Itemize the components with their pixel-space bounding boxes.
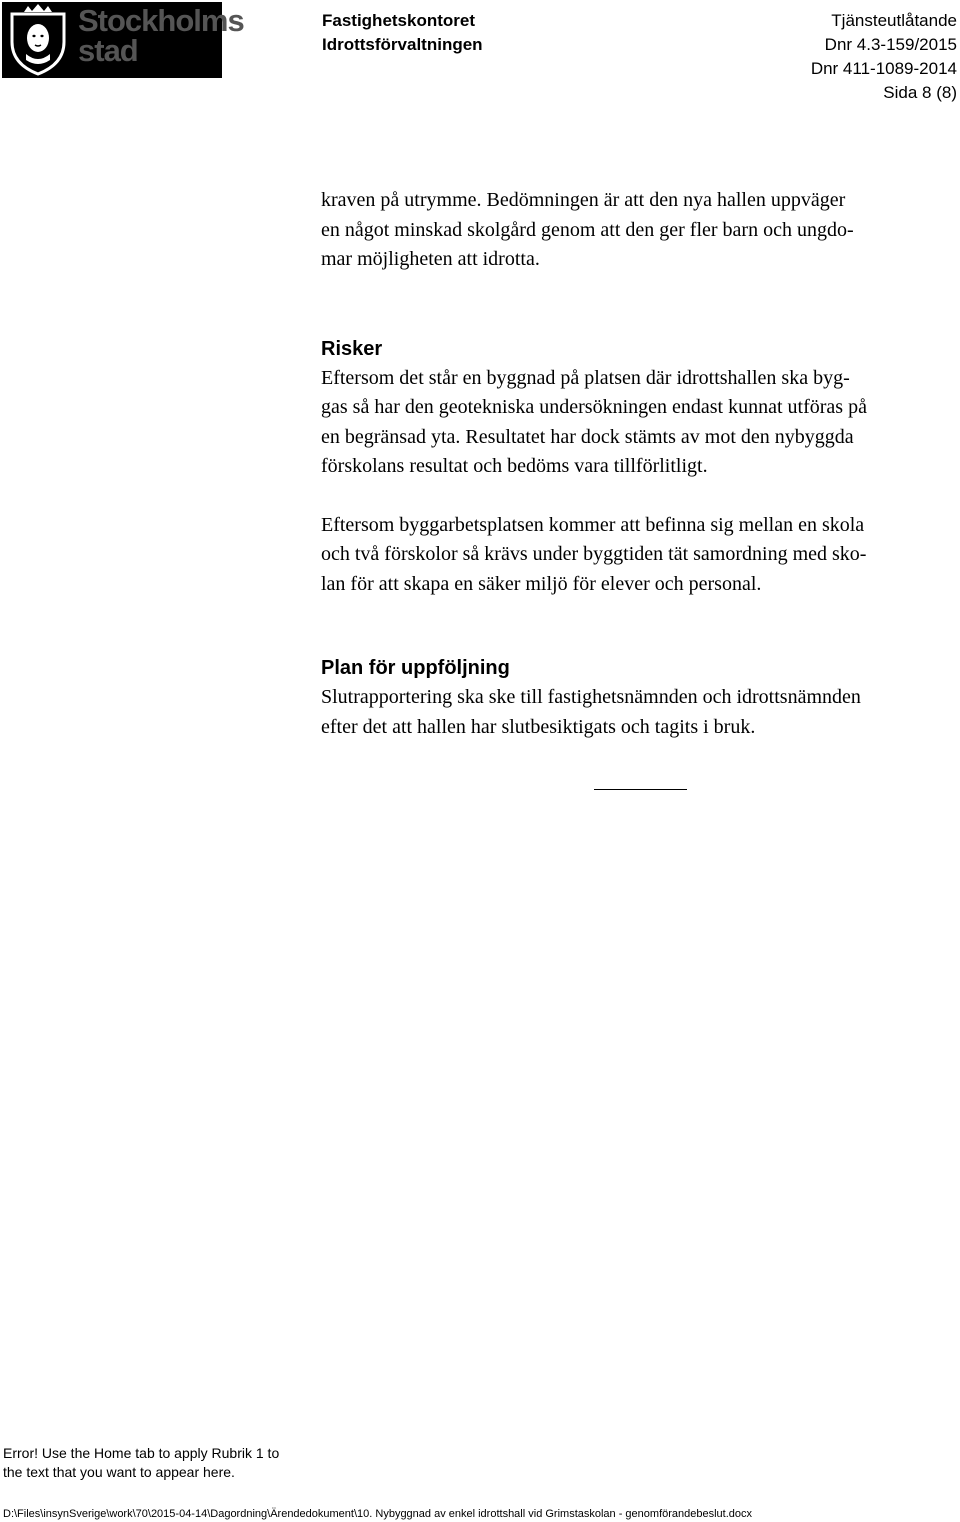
logo-line-2: stad bbox=[78, 33, 138, 68]
end-of-document-rule bbox=[594, 789, 687, 790]
logo-line-1: Stockholms bbox=[78, 3, 244, 38]
risker-para2-line: lan för att skapa en säker miljö för elever och personal. bbox=[321, 572, 762, 595]
intro-line: kraven på utrymme. Bedömningen är att den nya hallen uppväger bbox=[321, 189, 846, 211]
department-fastighetskontoret: Fastighetskontoret bbox=[322, 11, 476, 30]
diary-number-1: Dnr 4.3-159/2015 bbox=[824, 35, 957, 54]
footer-file-path: D:\Files\insynSverige\work\70\2015-04-14\Dagordning\Ärendedokument\10. Nybyggnad av enkel idrottshall vid Grimstaskolan - genomförandebeslut.docx bbox=[3, 1508, 753, 1520]
stockholms-stad-logo bbox=[2, 2, 244, 78]
stockholm-crest-icon bbox=[2, 2, 74, 78]
header-departments bbox=[322, 9, 483, 57]
footer-error-line-2: the text that you want to appear here. bbox=[3, 1464, 235, 1480]
intro-line: mar möjligheten att idrotta. bbox=[321, 248, 540, 270]
footer-error-message bbox=[3, 1444, 279, 1482]
document-type: Tjänsteutlåtande bbox=[831, 11, 957, 30]
plan-para-line: Slutrapportering ska ske till fastighetsnämnden och idrottsnämnden bbox=[321, 686, 861, 708]
plan-para-line: efter det att hallen har slutbesiktigats och tagits i bruk. bbox=[321, 715, 756, 738]
risker-para1-line: förskolans resultat och bedöms vara tillförlitligt. bbox=[321, 455, 708, 477]
risker-para1-line: Eftersom det står en byggnad på platsen där idrottshallen ska byg- bbox=[321, 366, 850, 389]
risker-para1-line: gas så har den geotekniska undersökningen endast kunnat utföras på bbox=[321, 396, 867, 418]
footer-error-line-1: Error! Use the Home tab to apply Rubrik 1 to bbox=[3, 1445, 280, 1461]
risker-para2-line: och två förskolor så krävs under byggtiden tät samordning med sko- bbox=[321, 543, 867, 565]
header-document-info bbox=[811, 9, 957, 105]
risker-para2-line: Eftersom byggarbetsplatsen kommer att befinna sig mellan en skola bbox=[321, 513, 865, 536]
department-idrottsforvaltningen: Idrottsförvaltningen bbox=[322, 35, 483, 54]
diary-number-2: Dnr 411-1089-2014 bbox=[810, 59, 957, 78]
risker-para1-line: en begränsad yta. Resultatet har dock stämts av mot den nybyggda bbox=[321, 425, 854, 448]
heading-risker: Risker bbox=[321, 337, 383, 360]
logo-wordmark bbox=[78, 3, 244, 68]
document-body bbox=[321, 186, 960, 742]
intro-line: en något minskad skolgård genom att den ger fler barn och ungdo- bbox=[321, 218, 854, 241]
page-number: Sida 8 (8) bbox=[883, 83, 957, 102]
heading-plan-for-uppfoljning: Plan för uppföljning bbox=[321, 657, 510, 679]
